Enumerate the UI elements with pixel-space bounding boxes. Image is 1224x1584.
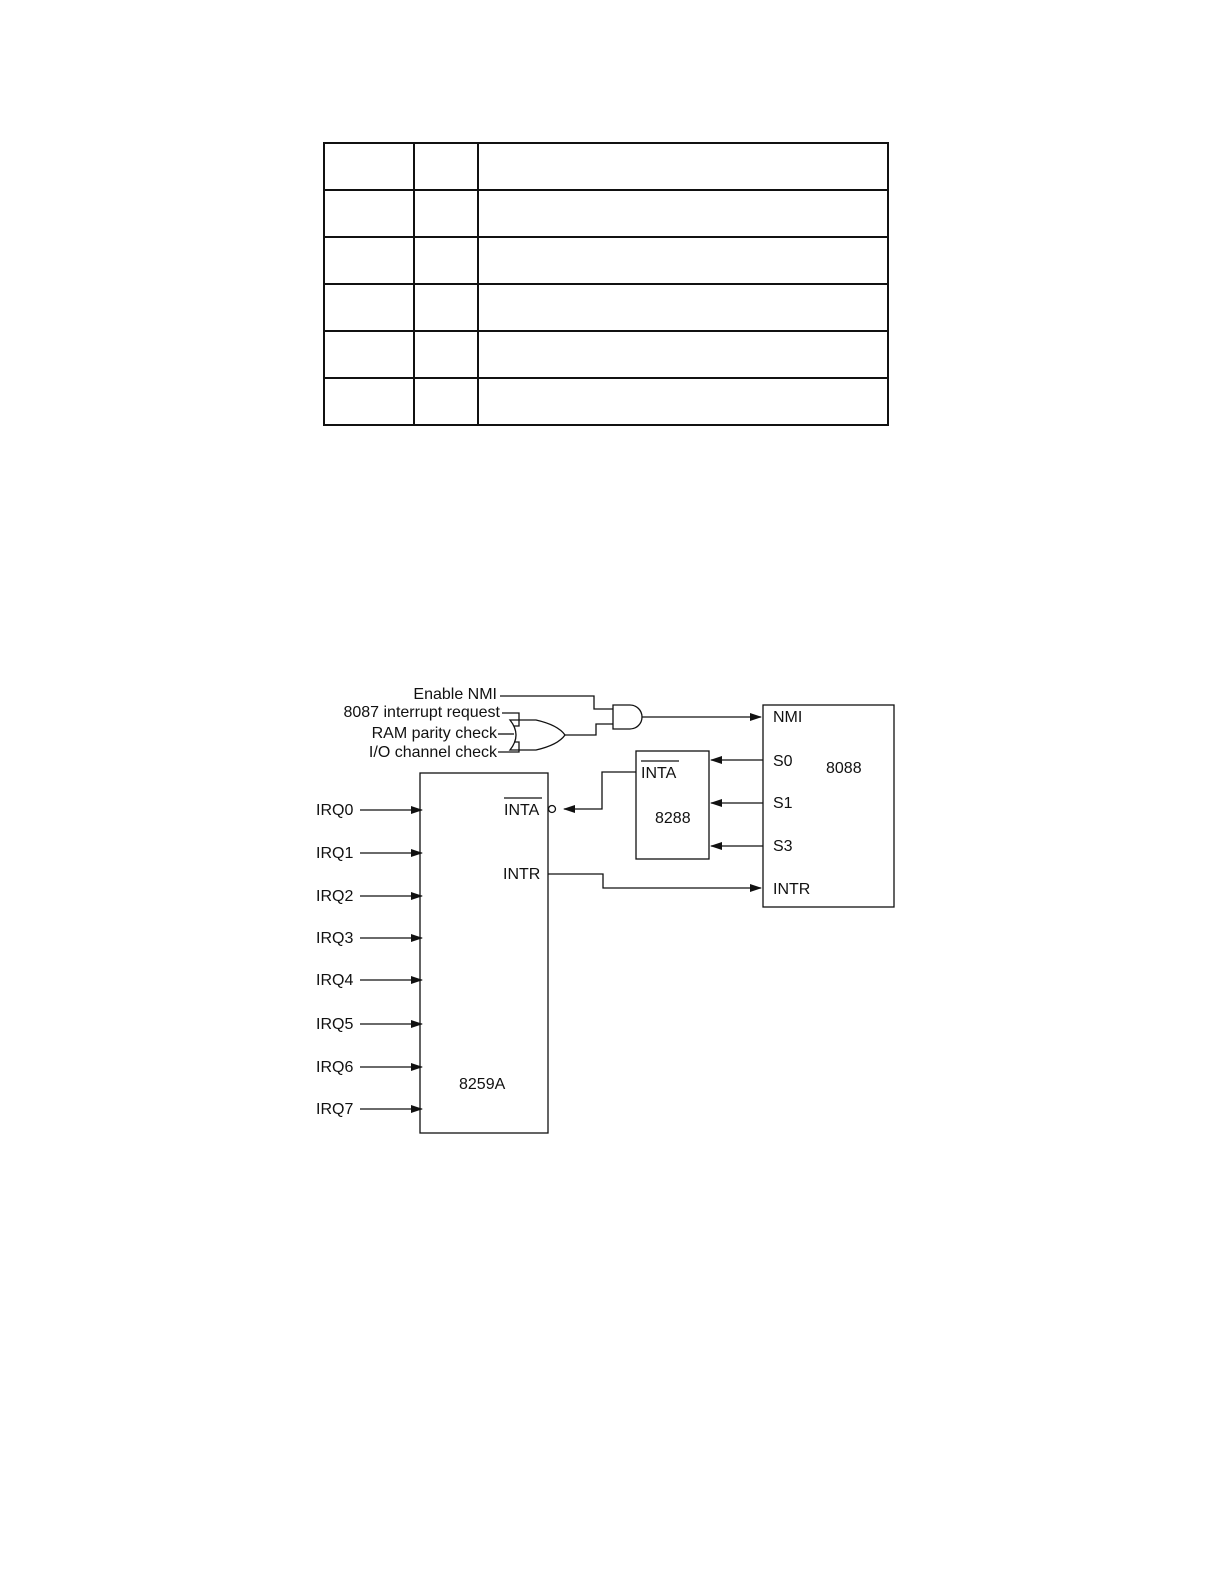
label-cpu-intr: INTR <box>773 881 811 898</box>
label-8288-inta: INTA <box>641 765 677 782</box>
wire-enable-nmi <box>500 696 613 709</box>
label-ram-parity-check: RAM parity check <box>371 725 497 742</box>
label-pic-name: 8259A <box>459 1076 506 1093</box>
label-8087-interrupt-request: 8087 interrupt request <box>343 704 500 721</box>
label-io-channel-check: I/O channel check <box>368 744 497 761</box>
wire-inta <box>564 772 636 809</box>
label-cpu-nmi: NMI <box>773 709 803 726</box>
label-pic-intr: INTR <box>503 866 541 883</box>
label-irq7: IRQ7 <box>316 1101 354 1118</box>
wire-intr <box>548 874 761 888</box>
and-gate <box>613 705 642 729</box>
label-irq3: IRQ3 <box>316 930 354 947</box>
label-cpu-s1: S1 <box>773 795 793 812</box>
label-8288-name: 8288 <box>655 810 691 827</box>
label-irq5: IRQ5 <box>316 1016 354 1033</box>
label-cpu-s3: S3 <box>773 838 793 855</box>
inta-inversion-bubble <box>549 806 556 813</box>
label-pic-inta: INTA <box>504 802 540 819</box>
or-gate <box>510 720 565 750</box>
label-irq0: IRQ0 <box>316 802 354 819</box>
label-irq6: IRQ6 <box>316 1059 354 1076</box>
label-cpu-s0: S0 <box>773 753 793 770</box>
wire-or-to-and <box>565 724 613 735</box>
label-cpu-name: 8088 <box>826 760 862 777</box>
label-enable-nmi: Enable NMI <box>413 686 497 703</box>
label-irq2: IRQ2 <box>316 888 354 905</box>
label-irq4: IRQ4 <box>316 972 354 989</box>
label-irq1: IRQ1 <box>316 845 354 862</box>
